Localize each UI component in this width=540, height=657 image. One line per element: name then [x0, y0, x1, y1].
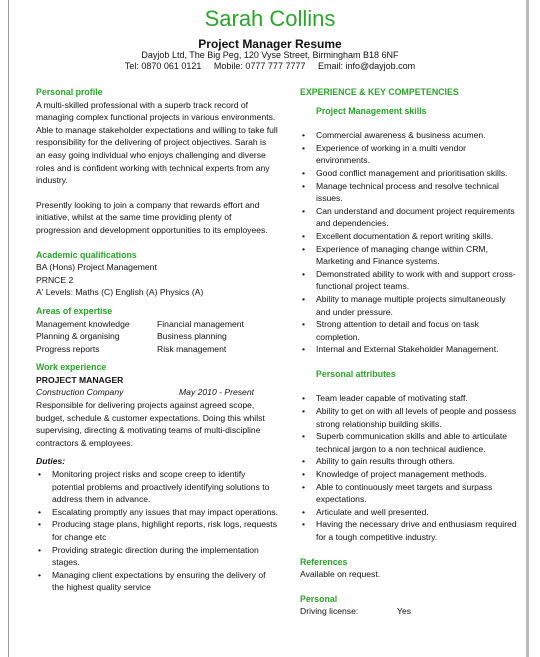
list-item: • Able to continuously meet targets and surpass expectations.	[300, 481, 522, 506]
duties-list	[36, 468, 278, 594]
personal-heading: Personal	[300, 593, 338, 604]
company-name: Construction Company	[36, 387, 124, 398]
job-title: PROJECT MANAGER	[36, 374, 124, 385]
list-item: • Ability to manage multiple projects simultaneously and under pressure.	[300, 293, 522, 318]
academic-item: BA (Hons) Project Management	[36, 262, 157, 273]
pm-skills-list	[300, 129, 522, 356]
list-item: • Manage technical process and resolve technical issues.	[300, 180, 522, 205]
job-description: Responsible for delivering projects against agreed scope, budget, schedule & customer expectations. Doing this whilst supervising, directing & motivating teams of multi-discipline contractors & employees.	[36, 400, 265, 448]
left-column	[36, 86, 278, 594]
job-dates: May 2010 - Present	[179, 387, 254, 398]
work-heading: Work experience	[36, 362, 107, 373]
driving-label: Driving license:	[300, 606, 359, 617]
driving-row	[300, 605, 522, 618]
list-item: • Can understand and document project requirements and dependencies.	[300, 205, 522, 230]
list-item: • Ability to get on with all levels of people and possess strong relationship building skills.	[300, 405, 522, 430]
list-item: • Internal and External Stakeholder Management.	[300, 343, 522, 356]
list-item: • Managing client expectations by ensuring the delivery of the highest quality service	[36, 569, 278, 594]
attributes-list	[300, 392, 522, 543]
academic-item: A' Levels: Maths (C) English (A) Physics (A)	[36, 287, 204, 298]
list-item: • Monitoring project risks and scope creep to identify potential problems and proactively identifying solutions to address them in advance.	[36, 468, 278, 506]
area-item: Financial management	[157, 318, 244, 329]
list-item: • Ability to gain results through others.	[300, 455, 522, 468]
list-item: • Commercial awareness & business acumen.	[300, 129, 522, 142]
area-item: Risk management	[157, 343, 227, 354]
areas-row	[36, 343, 278, 356]
list-item: • Experience of managing change within CRM, Marketing and Finance systems.	[300, 243, 522, 268]
references-heading: References	[300, 556, 348, 567]
resume-title: Project Manager Resume	[198, 37, 342, 51]
list-item: • Demonstrated ability to work with and support cross-functional project teams.	[300, 268, 522, 293]
references-text: Available on request.	[300, 569, 381, 580]
experience-heading: EXPERIENCE & KEY COMPETENCIES	[300, 87, 459, 97]
driving-value: Yes	[397, 606, 412, 617]
job-meta	[36, 386, 278, 399]
areas-row	[36, 318, 278, 331]
pm-skills-heading: Project Management skills	[316, 105, 427, 116]
address-line: Dayjob Ltd, The Big Peg, 120 Vyse Street, Birmingham B18 6NF	[141, 50, 399, 60]
list-item: • Excellent documentation & report writing skills.	[300, 230, 522, 243]
contact-line: Tel: 0870 061 0121 Mobile: 0777 777 7777 Email: info@dayjob.com	[124, 61, 416, 71]
area-item: Progress reports	[36, 343, 100, 354]
academic-heading: Academic qualifications	[36, 249, 137, 260]
list-item: • Good conflict management and prioritisation skills.	[300, 167, 522, 180]
contact-block	[0, 50, 540, 72]
academic-item: PRNCE 2	[36, 274, 74, 285]
area-item: Business planning	[157, 331, 227, 342]
areas-row	[36, 330, 278, 343]
list-item: • Escalating promptly any issues that may impact operations.	[36, 506, 278, 519]
areas-heading: Areas of expertise	[36, 305, 113, 316]
list-item: • Team leader capable of motivating staff.	[300, 392, 522, 405]
list-item: • Experience of working in a multi vendor environments.	[300, 142, 522, 167]
list-item: • Knowledge of project management methods.	[300, 468, 522, 481]
list-item: • Producing stage plans, highlight reports, risk logs, requests for change etc	[36, 518, 278, 543]
profile-paragraph-1: A multi-skilled professional with a superb track record of managing complex functional projects in various environments. Able to manage stakeholder expectations and willing to take full responsibility for the delivering of project objectives. Sarah is an easy going individual who enjoys challenging and diverse roles and is confident working with technical experts from any industry.	[36, 99, 278, 186]
list-item: • Providing strategic direction during the implementation stages.	[36, 544, 278, 569]
list-item: • Strong attention to detail and focus on task completion.	[300, 318, 522, 343]
candidate-name: Sarah Collins	[204, 6, 336, 31]
area-item: Management knowledge	[36, 318, 130, 329]
list-item: • Superb communication skills and able to articulate technical jargon to a non technical audience.	[300, 430, 522, 455]
right-column	[300, 86, 522, 618]
duties-heading: Duties:	[36, 456, 66, 467]
list-item: • Articulate and well presented.	[300, 506, 522, 519]
attributes-heading: Personal attributes	[316, 368, 396, 379]
list-item: • Having the necessary drive and enthusiasm required for a tough competitive industry.	[300, 518, 522, 543]
profile-paragraph-2: Presently looking to join a company that rewards effort and initiative, whilst at the same time providing plenty of progression and development opportunities to its employees.	[36, 199, 268, 235]
profile-heading: Personal profile	[36, 87, 103, 97]
area-item: Planning & organising	[36, 331, 120, 342]
